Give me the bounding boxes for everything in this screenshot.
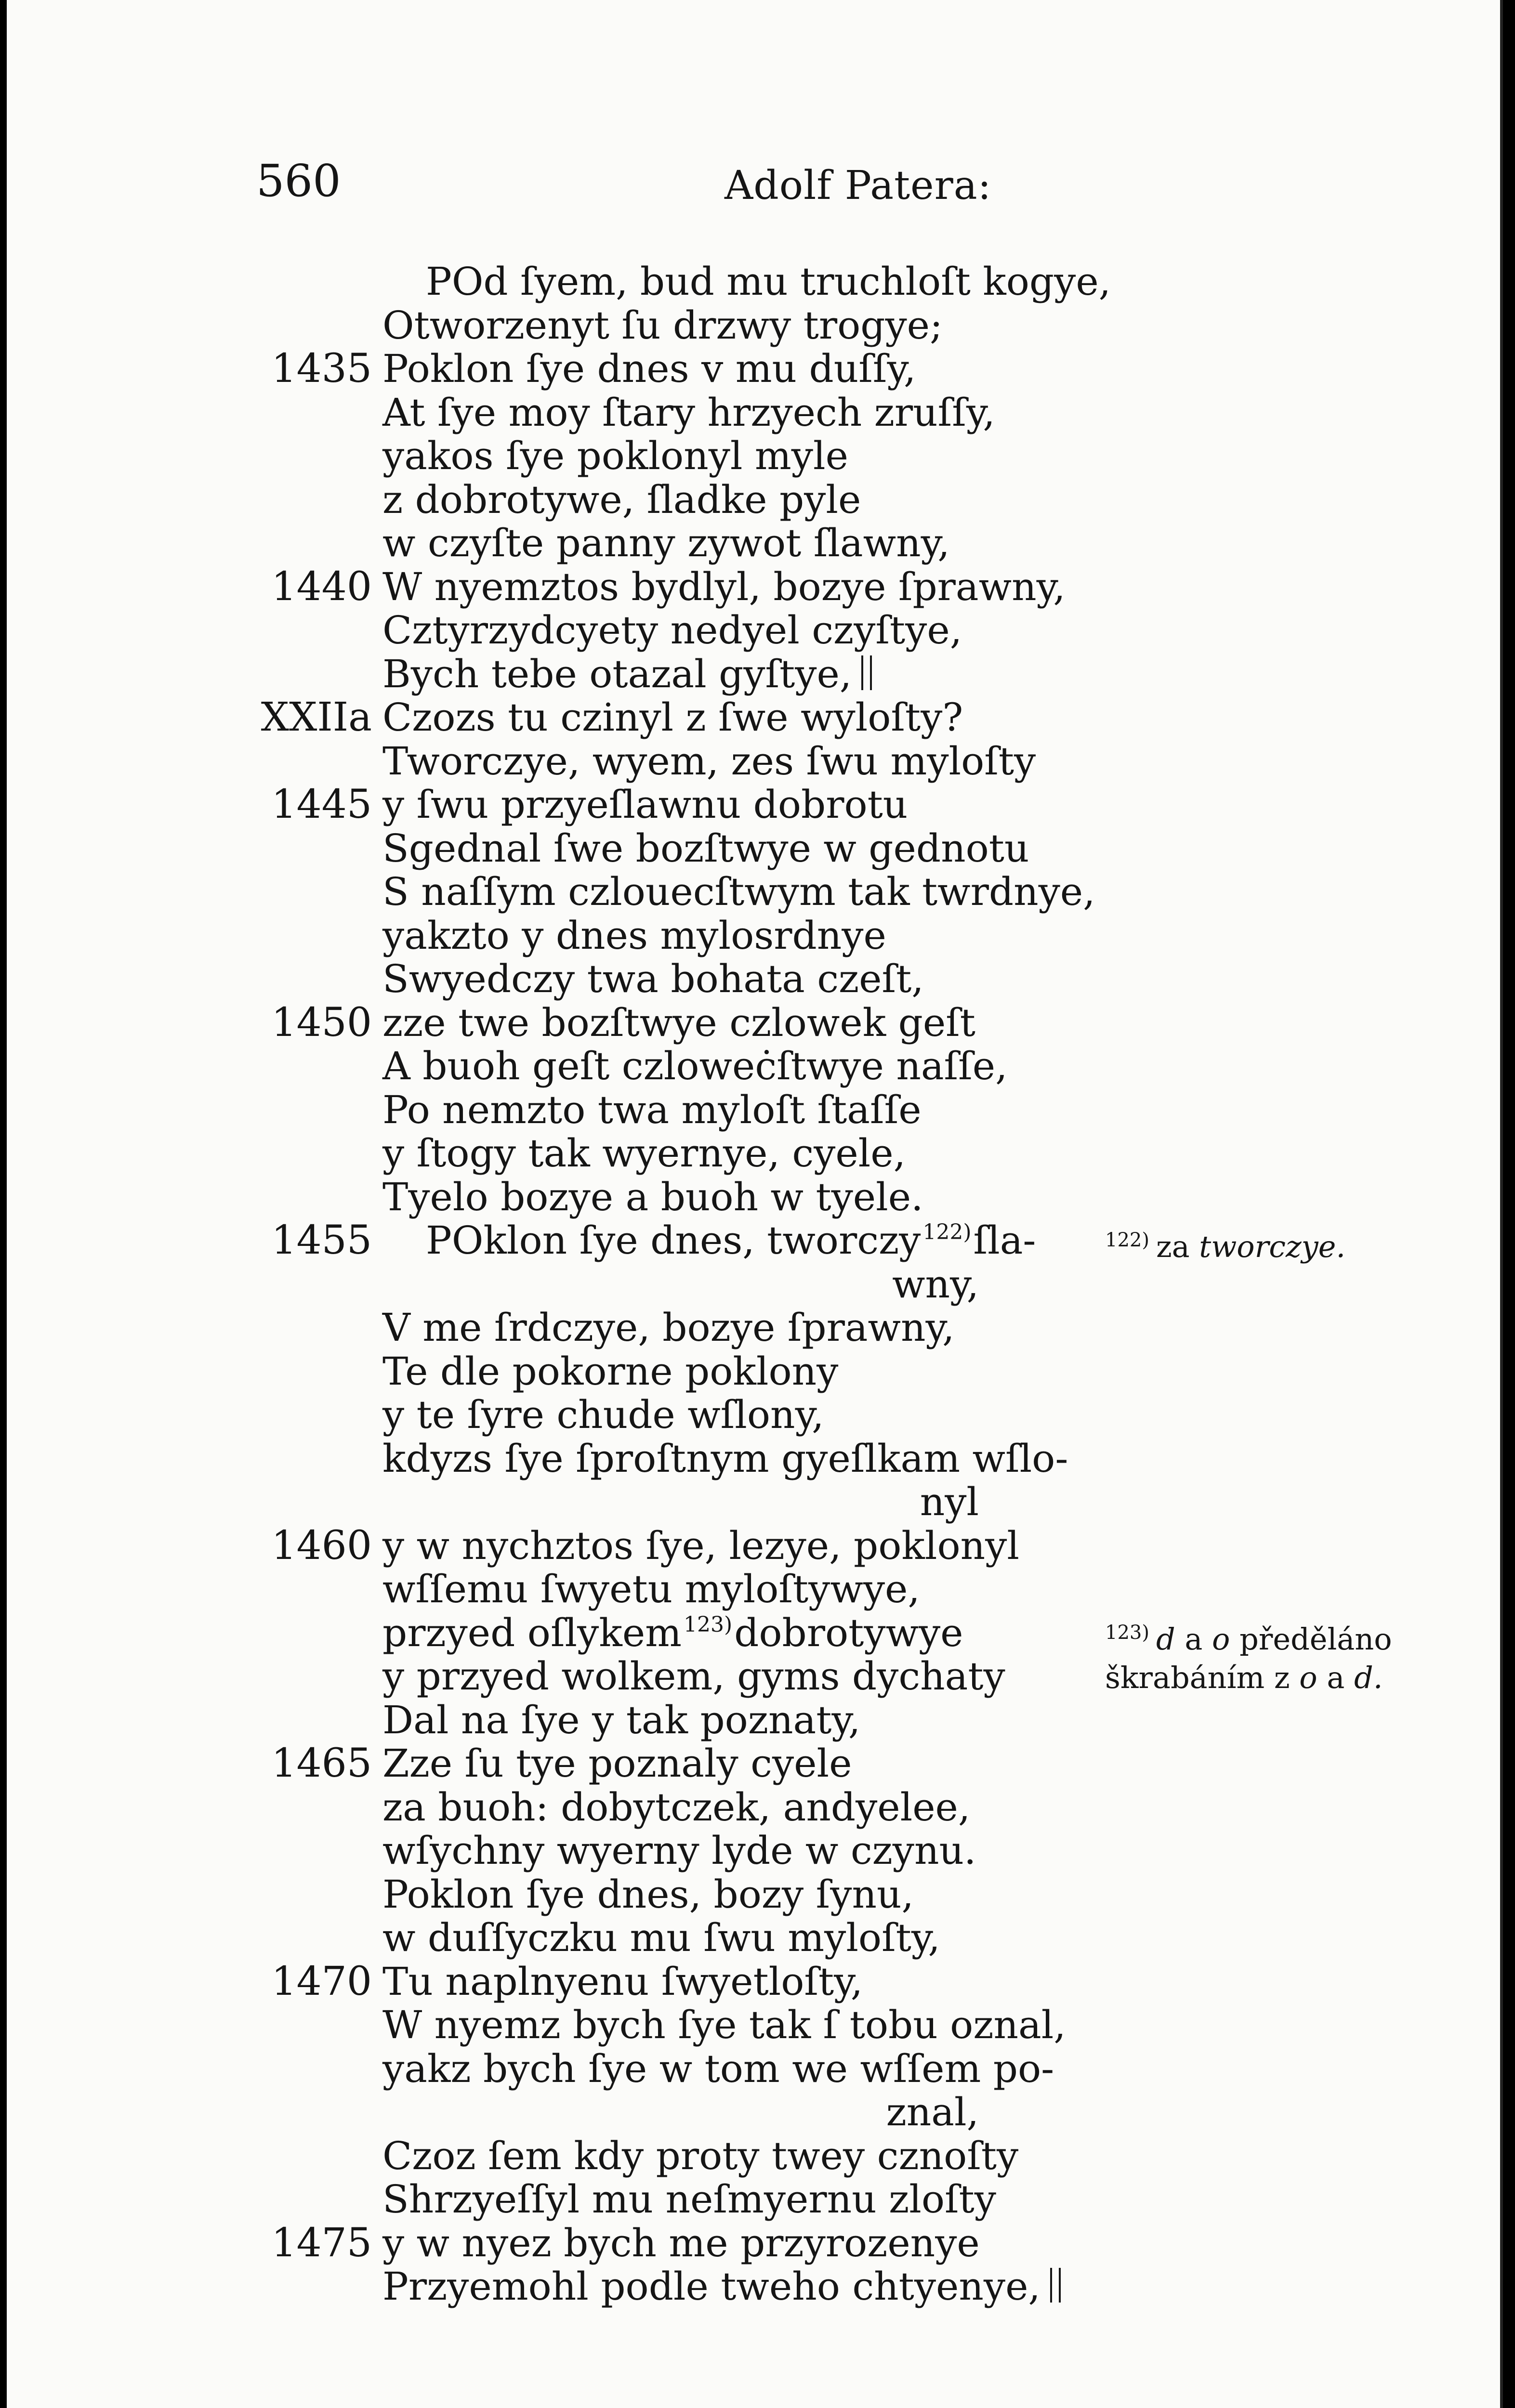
line-text-part: Cztyrzydcyety nedyel czyſtye, bbox=[382, 608, 962, 653]
line-text bbox=[382, 1960, 863, 2003]
line-text bbox=[426, 1219, 1036, 1262]
line-text-part: y przyed wolkem, gyms dychaty bbox=[382, 1654, 1005, 1699]
line-text-part: At ſye moy ſtary hrzyech zruſſy, bbox=[382, 390, 995, 435]
verse-line bbox=[7, 1045, 1500, 1088]
line-text bbox=[382, 740, 1036, 783]
verse-line bbox=[7, 914, 1500, 958]
verse-line bbox=[7, 1916, 1500, 1960]
line-text bbox=[382, 914, 886, 957]
verse-line bbox=[7, 522, 1500, 565]
line-text bbox=[382, 434, 848, 478]
line-text-part: wſſemu ſwyetu myloſtywye, bbox=[382, 1567, 920, 1611]
line-text-part: W nyemz bych ſye tak ſ tobu oznal, bbox=[382, 2002, 1066, 2047]
verse-line bbox=[7, 2222, 1500, 2265]
line-text-part: Bych tebe otazal gyſtye, bbox=[382, 651, 852, 696]
line-number: 1435 bbox=[271, 346, 372, 392]
line-text-part: y w nyez bych me przyrozenye bbox=[382, 2220, 980, 2265]
line-text-part: Tworczye, wyem, zes ſwu myloſty bbox=[382, 738, 1036, 784]
verse-line bbox=[7, 1699, 1500, 1742]
footnote-text: a bbox=[1317, 1660, 1354, 1695]
line-text bbox=[382, 304, 943, 347]
verse-line bbox=[7, 827, 1500, 871]
footnote-123 bbox=[1105, 1613, 1423, 1697]
verse-line bbox=[7, 1088, 1500, 1132]
line-text bbox=[382, 391, 995, 434]
line-text-part: kdyzs ſye ſproſtnym gyeſlkam wſlo- bbox=[382, 1436, 1068, 1481]
line-text bbox=[382, 1176, 923, 1219]
footnote-reference: 122) bbox=[922, 1220, 972, 1244]
line-text bbox=[382, 783, 908, 826]
verse-line bbox=[7, 1960, 1500, 2004]
footnote-text: a bbox=[1175, 1622, 1212, 1657]
verse-line bbox=[7, 1132, 1500, 1176]
line-text bbox=[382, 1742, 852, 1785]
line-text-part: Swyedczy twa bohata czeſt, bbox=[382, 956, 924, 1001]
line-text bbox=[382, 1001, 975, 1045]
line-text bbox=[382, 870, 1095, 914]
verse-line bbox=[7, 1437, 1500, 1481]
verse-line bbox=[7, 434, 1500, 478]
line-text-part: W nyemztos bydlyl, bozye ſprawny, bbox=[382, 564, 1066, 609]
footnote-italic: o bbox=[1212, 1622, 1230, 1657]
line-text bbox=[382, 609, 962, 652]
line-text bbox=[382, 957, 924, 1001]
line-text bbox=[382, 478, 861, 522]
verse-line bbox=[7, 1350, 1500, 1394]
footnote-mark: 122) bbox=[1105, 1229, 1149, 1251]
line-text-part: z dobrotywe, ſladke pyle bbox=[382, 477, 861, 522]
verse-line bbox=[7, 391, 1500, 435]
line-number: XXIIa bbox=[261, 694, 372, 740]
line-text bbox=[382, 1045, 1008, 1088]
line-text bbox=[382, 565, 1066, 609]
line-text bbox=[382, 1829, 976, 1872]
line-text-part: Te dle pokorne poklony bbox=[382, 1348, 839, 1394]
line-text bbox=[382, 522, 950, 565]
line-text-part: zze twe bozſtwye czlowek geſt bbox=[382, 1000, 975, 1045]
line-text bbox=[382, 1611, 963, 1655]
line-text-part: V me ſrdczye, bozye ſprawny, bbox=[382, 1305, 955, 1350]
verse-line bbox=[7, 740, 1500, 784]
line-number: 1465 bbox=[271, 1741, 372, 1786]
line-text bbox=[382, 1393, 824, 1437]
line-number: 1475 bbox=[271, 2220, 372, 2266]
verse-line bbox=[7, 2003, 1500, 2047]
line-number: 1440 bbox=[271, 563, 372, 610]
line-text bbox=[382, 1306, 955, 1349]
line-text bbox=[382, 1437, 1068, 1480]
line-text bbox=[382, 2265, 1061, 2308]
book-page bbox=[7, 0, 1503, 2408]
line-text bbox=[382, 696, 963, 739]
line-text-part: Tu naplnyenu ſwyetloſty, bbox=[382, 1959, 863, 2004]
line-text bbox=[382, 1699, 860, 1742]
footnote-italic: d. bbox=[1354, 1660, 1383, 1695]
verse-line bbox=[7, 2047, 1500, 2091]
line-text bbox=[382, 1524, 1019, 1568]
line-text-part: Dal na ſye y tak poznaty, bbox=[382, 1697, 861, 1742]
footnote-122 bbox=[1105, 1221, 1423, 1266]
verse-line bbox=[7, 1568, 1500, 1611]
verse-line bbox=[7, 870, 1500, 914]
line-text-part: przyed oſlykem bbox=[382, 1610, 682, 1655]
line-text-part: yakz bych ſye w tom we wſſem po- bbox=[382, 2046, 1054, 2091]
line-text-part: Po nemzto twa myloſt ſtaſſe bbox=[382, 1087, 922, 1132]
line-text-part: w czyſte panny zywot ſlawny, bbox=[382, 521, 950, 565]
line-text bbox=[382, 1350, 838, 1393]
verse-line bbox=[7, 696, 1500, 740]
line-text-part: wny, bbox=[892, 1261, 979, 1307]
line-text-part: Czozs tu czinyl z ſwe wyloſty? bbox=[382, 695, 963, 740]
line-text bbox=[920, 1480, 979, 1524]
verse-line bbox=[7, 1263, 1500, 1307]
verse-line bbox=[7, 347, 1500, 391]
line-text bbox=[382, 827, 1029, 870]
verse-line bbox=[7, 2091, 1500, 2134]
line-text bbox=[382, 1786, 970, 1829]
running-head: Adolf Patera: bbox=[725, 163, 992, 209]
line-text-part: yakos ſye poklonyl myle bbox=[382, 433, 848, 478]
verse-line bbox=[7, 1176, 1500, 1219]
line-text-part: znal, bbox=[886, 2090, 979, 2134]
line-text-part: Czoz ſem kdy proty twey cznoſty bbox=[382, 2133, 1019, 2178]
line-text bbox=[426, 260, 1111, 303]
footnote-reference: 123) bbox=[684, 1612, 733, 1637]
footnote-text: předěláno škrabáním z bbox=[1105, 1622, 1392, 1695]
verse-line bbox=[7, 2134, 1500, 2178]
line-text-part: POd ſyem, bud mu truchloſt kogye, bbox=[426, 259, 1111, 304]
line-text-part: Poklon ſye dnes v mu duſſy, bbox=[382, 346, 916, 391]
verse-line bbox=[7, 783, 1500, 827]
line-text-part: Poklon ſye dnes, bozy ſynu, bbox=[382, 1871, 914, 1917]
line-text bbox=[382, 2047, 1054, 2091]
verse-line bbox=[7, 2265, 1500, 2309]
line-text bbox=[382, 2178, 996, 2221]
footnote-mark: 123) bbox=[1105, 1622, 1149, 1644]
line-text-part: y ſtogy tak wyernye, cyele, bbox=[382, 1131, 906, 1176]
verse-line bbox=[7, 957, 1500, 1001]
line-number: 1460 bbox=[271, 1522, 372, 1569]
footnote-italic: o bbox=[1299, 1660, 1317, 1695]
line-text bbox=[886, 2091, 979, 2134]
footnote-italic: tworczye. bbox=[1199, 1229, 1346, 1264]
verse-line bbox=[7, 2178, 1500, 2222]
line-text bbox=[382, 2134, 1018, 2178]
line-text bbox=[382, 1916, 940, 1960]
footnote-text: za bbox=[1156, 1229, 1199, 1264]
verse-line bbox=[7, 1480, 1500, 1524]
line-text-part: dobrotywye bbox=[734, 1610, 963, 1655]
verse-line bbox=[7, 1829, 1500, 1873]
line-text bbox=[382, 2003, 1066, 2047]
verse-line bbox=[7, 1524, 1500, 1568]
line-text-part: Otworzenyt ſu drzwy trogye; bbox=[382, 302, 943, 348]
footnote-italic: d bbox=[1156, 1622, 1175, 1657]
verse-line bbox=[7, 1306, 1500, 1350]
line-number: 1470 bbox=[271, 1958, 372, 2004]
line-text-part: Sgednal ſwe bozſtwye w gednotu bbox=[382, 825, 1029, 871]
line-number: 1450 bbox=[271, 999, 372, 1046]
line-text-part: za buoh: dobytczek, andyelee, bbox=[382, 1784, 971, 1830]
verse-line bbox=[7, 478, 1500, 522]
line-text bbox=[382, 1088, 922, 1132]
line-text-part: POklon ſye dnes, tworczy bbox=[426, 1218, 921, 1263]
verse-line bbox=[7, 1742, 1500, 1786]
verse-line bbox=[7, 1786, 1500, 1830]
line-text bbox=[382, 1873, 914, 1916]
line-text-part: y te ſyre chude wſlony, bbox=[382, 1392, 824, 1437]
line-text-part: S naſſym czlouecſtwym tak twrdnye, bbox=[382, 869, 1095, 914]
line-text-part: A buoh geſt czloweċſtwye naſſe, bbox=[382, 1044, 1008, 1088]
line-text bbox=[892, 1263, 979, 1306]
line-text-part: y w nychztos ſye, lezye, poklonyl bbox=[382, 1523, 1019, 1568]
line-number: 1445 bbox=[271, 782, 372, 827]
line-text-part: wſychny wyerny lyde w czynu. bbox=[382, 1828, 976, 1873]
line-text bbox=[382, 1655, 1005, 1698]
verse-block bbox=[7, 260, 1500, 2309]
line-text-part: ſla- bbox=[973, 1218, 1036, 1263]
verse-line bbox=[7, 304, 1500, 348]
line-text bbox=[382, 347, 916, 391]
verse-line bbox=[7, 1001, 1500, 1045]
line-text-part: y ſwu przyeſlawnu dobrotu bbox=[382, 782, 908, 827]
line-text bbox=[382, 653, 872, 696]
line-text bbox=[382, 1568, 920, 1611]
verse-line bbox=[7, 565, 1500, 609]
page-number: 560 bbox=[256, 155, 341, 207]
line-text-part: w duſſyczku mu ſwu myloſty, bbox=[382, 1915, 940, 1960]
verse-line bbox=[7, 1393, 1500, 1437]
verse-line bbox=[7, 260, 1500, 304]
line-number: 1455 bbox=[271, 1217, 372, 1263]
verse-line bbox=[7, 653, 1500, 696]
line-text-part: Shrzyeſſyl mu neſmyernu zloſty bbox=[382, 2177, 996, 2222]
line-text bbox=[382, 1132, 906, 1175]
line-text-part: Przyemohl podle tweho chtyenye, bbox=[382, 2264, 1041, 2309]
line-text-part: Zze ſu tye poznaly cyele bbox=[382, 1741, 852, 1786]
line-text-part: Tyelo bozye a buoh w tyele. bbox=[382, 1174, 923, 1219]
verse-line bbox=[7, 1873, 1500, 1917]
line-text-part: nyl bbox=[920, 1479, 979, 1524]
line-text-part: yakzto y dnes mylosrdnye bbox=[382, 913, 886, 958]
line-text bbox=[382, 2222, 980, 2265]
verse-line bbox=[7, 609, 1500, 653]
